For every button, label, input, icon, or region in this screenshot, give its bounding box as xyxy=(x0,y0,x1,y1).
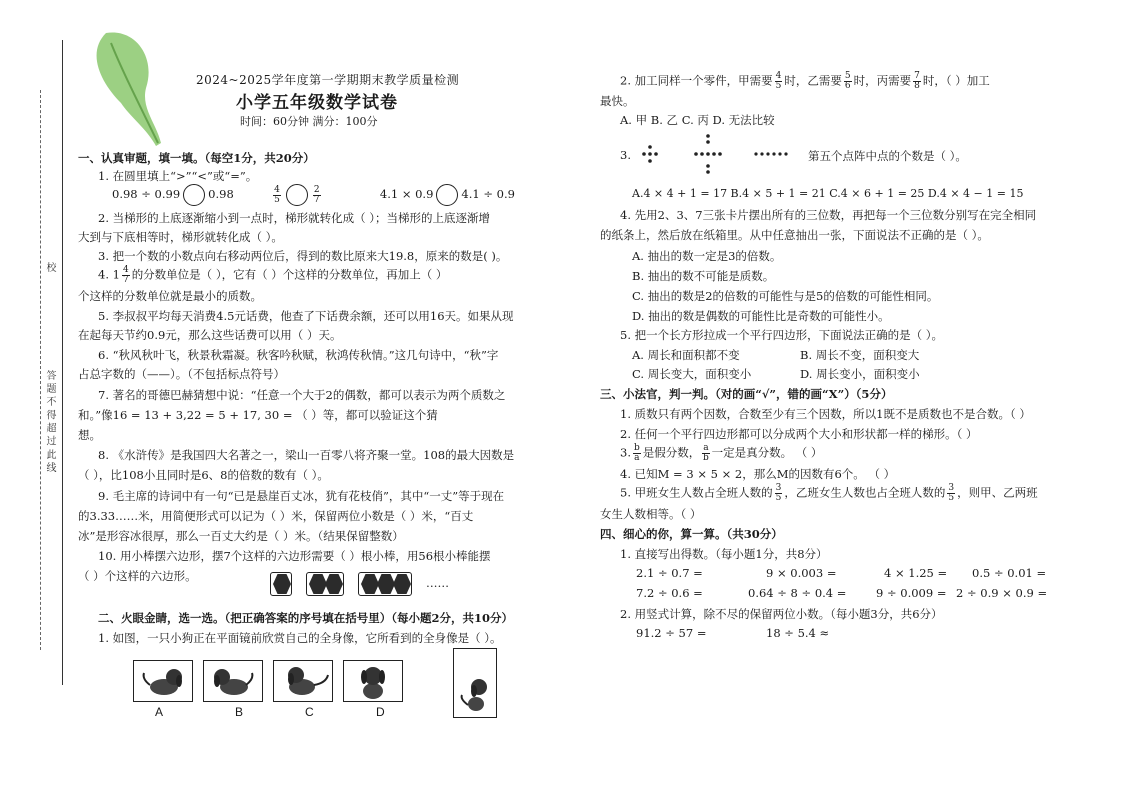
p3-q3: 3. $\frac{b}{a}$ 是假分数， $\frac{a}{b}$ 一定是真分数。 （ ） xyxy=(620,443,823,463)
calc-item: 2 ÷ 0.9 × 0.9 = xyxy=(956,586,1048,600)
option-a-label: A xyxy=(155,705,164,719)
option-c-label: C xyxy=(305,705,314,719)
p2-q5-a: A. 周长和面积都不变 xyxy=(632,348,740,362)
compare-circle[interactable] xyxy=(436,184,458,206)
p1-q10-l2: （ ）个这样的六边形。 xyxy=(78,569,197,583)
p2-q2: 2. 加工同样一个零件，甲需要 $\frac{4}{5}$ 时，乙需要 $\frac{5}{6}$ 时，丙需要 $\frac{7}{8}$ 时，（ ）加工 xyxy=(620,71,990,91)
p2-q3-text: 第五个点阵中点的个数是（ ）。 xyxy=(808,149,967,163)
p1-q4-l2: 个这样的分数单位就是最小的质数。 xyxy=(78,289,262,303)
binding-dashed-line xyxy=(40,90,41,650)
p3-q1: 1. 质数只有两个因数，合数至少有三个因数，所以1既不是质数也不是合数。（ ） xyxy=(620,407,1031,421)
hexagon-pattern: …… xyxy=(270,572,449,596)
dog-option-c xyxy=(273,660,333,702)
p3-q5: 5. 甲班女生人数占全班人数的 $\frac{3}{5}$ ，乙班女生人数也占全班人数的 $\frac{3}{5}$ ，则甲、乙两班 xyxy=(620,483,1038,503)
calc-item: 0.64 ÷ 8 ÷ 0.4 = xyxy=(748,586,847,600)
p2-q5-b: B. 周长不变，面积变大 xyxy=(800,348,920,362)
p4-q2: 2. 用竖式计算，除不尽的保留两位小数。（每小题3分，共6分） xyxy=(620,607,943,621)
p2-q4-l2: 的纸条上，然后放在纸箱里。从中任意抽出一张，下面说法不正确的是（ ）。 xyxy=(600,228,989,242)
part4-heading: 四、细心的你，算一算。（共30分） xyxy=(600,527,783,541)
p2-q1: 1. 如图，一只小狗正在平面镜前欣赏自己的全身像，它所看到的全身像是（ ）。 xyxy=(98,631,502,645)
p1-q9: 9. 毛主席的诗词中有一句“已是悬崖百丈冰，犹有花枝俏”，其中“一丈”等于现在 xyxy=(98,489,505,503)
p3-q2: 2. 任何一个平行四边形都可以分成两个大小和形状都一样的梯形。（ ） xyxy=(620,427,978,441)
dog-option-a xyxy=(133,660,193,702)
p1-q8-l2: （ ），比108小且同时是6、8的倍数的数有（ ）。 xyxy=(78,468,329,482)
vertical-calc-item: 91.2 ÷ 57 = xyxy=(636,626,707,640)
p1-q8: 8. 《水浒传》是我国四大名著之一，梁山一百零八将齐聚一堂。108的最大因数是 xyxy=(98,448,515,462)
compare-circle[interactable] xyxy=(183,184,205,206)
calc-item: 2.1 ÷ 0.7 = xyxy=(636,566,703,580)
option-d-label: D xyxy=(376,705,385,719)
p1-q6: 6. “秋风秋叶飞，秋景秋霜凝。秋客吟秋赋，秋鸿传秋情。”这几句诗中，“秋”字 xyxy=(98,348,499,362)
exam-name: 2024~2025学年度第一学期期末教学质量检测 xyxy=(196,73,460,87)
option-b-label: B xyxy=(235,705,244,719)
p1-q7-l3: 想。 xyxy=(78,428,101,442)
p1-q10: 10. 用小棒摆六边形，摆7个这样的六边形需要（ ）根小棒，用56根小棒能摆 xyxy=(98,549,491,563)
vertical-calc-item: 18 ÷ 5.4 ≈ xyxy=(766,626,830,640)
p2-q4-d: D. 抽出的数是偶数的可能性比是奇数的可能性小。 xyxy=(632,309,890,323)
calc-item: 0.5 ÷ 0.01 = xyxy=(972,566,1047,580)
p2-q3-label: 3. xyxy=(620,148,631,162)
p2-q5: 5. 把一个长方形拉成一个平行四边形，下面说法正确的是（ ）。 xyxy=(620,328,944,342)
mirror-dog xyxy=(453,648,497,718)
p2-q4-c: C. 抽出的数是2的倍数的可能性与是5的倍数的可能性相同。 xyxy=(632,289,939,303)
p1-q9-l3: 冰”是形容冰很厚，那么一百丈大约是（ ）米。（结果保留整数） xyxy=(78,529,404,543)
p1-q4: 4. 1 $\frac{4}{7}$ 的分数单位是（ ），它有（ ）个这样的分数单位，再加上（ ） xyxy=(98,265,448,285)
p2-q5-d: D. 周长变小，面积变小 xyxy=(800,367,920,381)
p1-q3: 3. 把一个数的小数点向右移动两位后，得到的数比原来大19.8，原来的数是( )。 xyxy=(98,249,508,263)
dog-option-d xyxy=(343,660,403,702)
p2-q5-c: C. 周长变大，面积变小 xyxy=(632,367,752,381)
calc-item: 9 ÷ 0.009 = xyxy=(876,586,947,600)
p1-q7: 7. 著名的哥德巴赫猜想中说：“任意一个大于2的偶数，都可以表示为两个质数之 xyxy=(98,388,506,402)
p1-q1: 1. 在圆里填上“>”“<”或“=”。 xyxy=(98,169,258,183)
calc-item: 9 × 0.003 = xyxy=(766,566,837,580)
p1-q9-l2: 的3.33……米，用简便形式可以记为（ ）米，保留两位小数是（ ）米，“百丈 xyxy=(78,509,474,523)
p1-q5: 5. 李叔叔平均每天消费4.5元话费，他查了下话费余额，还可以用16天。如果从现 xyxy=(98,309,514,323)
binding-notice: 答 题 不 得 超 过 此 线 xyxy=(44,370,55,473)
p1-q2-l2: 大到与下底相等时，梯形就转化成（ ）。 xyxy=(78,230,283,244)
p2-q4-a: A. 抽出的数一定是3的倍数。 xyxy=(632,249,782,263)
p4-q1: 1. 直接写出得数。（每小题1分，共8分） xyxy=(620,547,828,561)
p2-q3-options: A.4 × 4 + 1 = 17 B.4 × 5 + 1 = 21 C.4 × 6 + 1 = 25 D.4 × 4 − 1 = 15 xyxy=(632,187,1024,200)
p3-q4: 4. 已知M = 3 × 5 × 2，那么M的因数有6个。 （ ） xyxy=(620,467,896,481)
part3-heading: 三、小法官，判一判。（对的画“√”，错的画“X”）（5分） xyxy=(600,387,893,401)
p2-q4: 4. 先用2、3、7三张卡片摆出所有的三位数，再把每一个三位数分别写在完全相同 xyxy=(620,208,1037,222)
p2-q2-l2: 最快。 xyxy=(600,94,635,108)
leaf-decoration xyxy=(86,28,166,148)
p2-q2-options: A. 甲 B. 乙 C. 丙 D. 无法比较 xyxy=(620,113,775,127)
p1-q2: 2. 当梯形的上底逐渐缩小到一点时，梯形就转化成（ ）；当梯形的上底逐渐增 xyxy=(98,211,491,225)
part1-heading: 一、认真审题，填一填。（每空1分，共20分） xyxy=(78,151,315,165)
margin-line xyxy=(62,40,63,685)
dog-option-b xyxy=(203,660,263,702)
p1-q1-compare-row: 0.98 ÷ 0.99 0.98 $\frac{4}{5}$ $\frac{2}{7}$ 4.1 × 0.9 4.1 ÷ 0.9 xyxy=(112,184,515,205)
dot-pattern xyxy=(638,132,808,176)
p1-q6-l2: 占总字数的（——）。（不包括标点符号） xyxy=(78,367,285,381)
compare-circle[interactable] xyxy=(286,184,308,206)
calc-item: 4 × 1.25 = xyxy=(884,566,948,580)
p2-q4-b: B. 抽出的数不可能是质数。 xyxy=(632,269,775,283)
school-label: 校 xyxy=(44,262,55,272)
p3-q5-l2: 女生人数相等。（ ） xyxy=(600,507,702,521)
part2-heading: 二、火眼金睛，选一选。（把正确答案的序号填在括号里）（每小题2分，共10分） xyxy=(98,611,514,625)
p1-q7-l2: 和。”像16 = 13 + 3,22 = 5 + 17, 30 = （ ）等，都可以验证这个猜 xyxy=(78,408,438,422)
paper-title: 小学五年级数学试卷 xyxy=(236,93,398,113)
time-score: 时间：60分钟 满分：100分 xyxy=(240,115,378,128)
p1-q5-l2: 在起每天节约0.9元，那么这些话费可以用（ ）天。 xyxy=(78,328,342,342)
calc-item: 7.2 ÷ 0.6 = xyxy=(636,586,703,600)
